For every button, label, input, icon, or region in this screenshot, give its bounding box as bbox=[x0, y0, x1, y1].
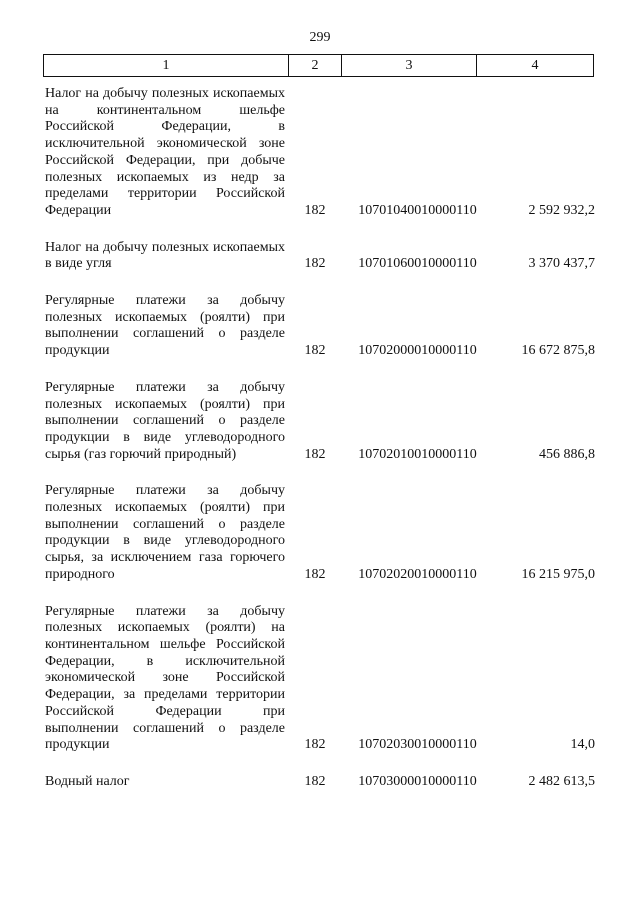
row-amount: 2 592 932,2 bbox=[528, 202, 595, 218]
row-admin-code: 182 bbox=[304, 446, 326, 462]
row-budget-code: 10701040010000110 bbox=[358, 202, 477, 218]
row-name: Регулярные платежи за добычу полезных ископаемых (роялти) при выполнении соглашений о разделе продукции bbox=[45, 293, 285, 359]
column-header-row bbox=[44, 55, 594, 77]
table-row bbox=[45, 483, 595, 583]
row-budget-code: 10702030010000110 bbox=[358, 737, 477, 753]
row-name: Водный налог bbox=[45, 773, 130, 789]
page-number: 299 bbox=[309, 30, 331, 45]
table-row bbox=[45, 774, 595, 791]
row-budget-code: 10703000010000110 bbox=[358, 773, 477, 789]
row-admin-code: 182 bbox=[304, 737, 326, 753]
row-amount: 456 886,8 bbox=[539, 446, 595, 462]
column-header-2: 2 bbox=[289, 55, 342, 77]
column-header-table bbox=[43, 54, 594, 77]
table-row bbox=[45, 86, 595, 220]
column-header-3: 3 bbox=[342, 55, 477, 77]
table-row bbox=[45, 240, 595, 273]
column-header-1: 1 bbox=[44, 55, 289, 77]
row-budget-code: 10702010010000110 bbox=[358, 446, 477, 462]
row-name: Регулярные платежи за добычу полезных ископаемых (роялти) при выполнении соглашений о разделе продукции в виде углеводородного сырья, за исключением газа горючего природного bbox=[45, 483, 285, 582]
row-admin-code: 182 bbox=[304, 202, 326, 218]
row-amount: 2 482 613,5 bbox=[528, 773, 595, 789]
table-body bbox=[45, 86, 595, 811]
column-header-4: 4 bbox=[477, 55, 594, 77]
row-amount: 14,0 bbox=[570, 737, 595, 753]
row-amount: 3 370 437,7 bbox=[528, 256, 595, 272]
row-admin-code: 182 bbox=[304, 343, 326, 359]
row-admin-code: 182 bbox=[304, 566, 326, 582]
row-budget-code: 10702020010000110 bbox=[358, 566, 477, 582]
row-amount: 16 215 975,0 bbox=[521, 566, 595, 582]
row-name: Регулярные платежи за добычу полезных ископаемых (роялти) при выполнении соглашений о разделе продукции в виде углеводородного сырья (газ горючий природный) bbox=[45, 379, 285, 462]
table-row bbox=[45, 293, 595, 360]
row-name: Регулярные платежи за добычу полезных ископаемых (роялти) на континентальном шельфе Российской Федерации, в исключительной экономической зоне Российской Федерации, за пределами территории Российской Федерации при выполнении соглашений о разделе продукции bbox=[45, 603, 285, 753]
row-admin-code: 182 bbox=[304, 256, 326, 272]
table-row bbox=[45, 380, 595, 464]
row-admin-code: 182 bbox=[304, 773, 326, 789]
row-budget-code: 10701060010000110 bbox=[358, 256, 477, 272]
row-amount: 16 672 875,8 bbox=[521, 343, 595, 359]
row-name: Налог на добычу полезных ископаемых в виде угля bbox=[45, 239, 285, 272]
table-row bbox=[45, 604, 595, 754]
row-name: Налог на добычу полезных ископаемых на континентальном шельфе Российской Федерации, в исключительной экономической зоне Российской Федерации, при добыче полезных ископаемых из недр за пределами территории Российской Федерации bbox=[45, 86, 285, 218]
row-budget-code: 10702000010000110 bbox=[358, 343, 477, 359]
